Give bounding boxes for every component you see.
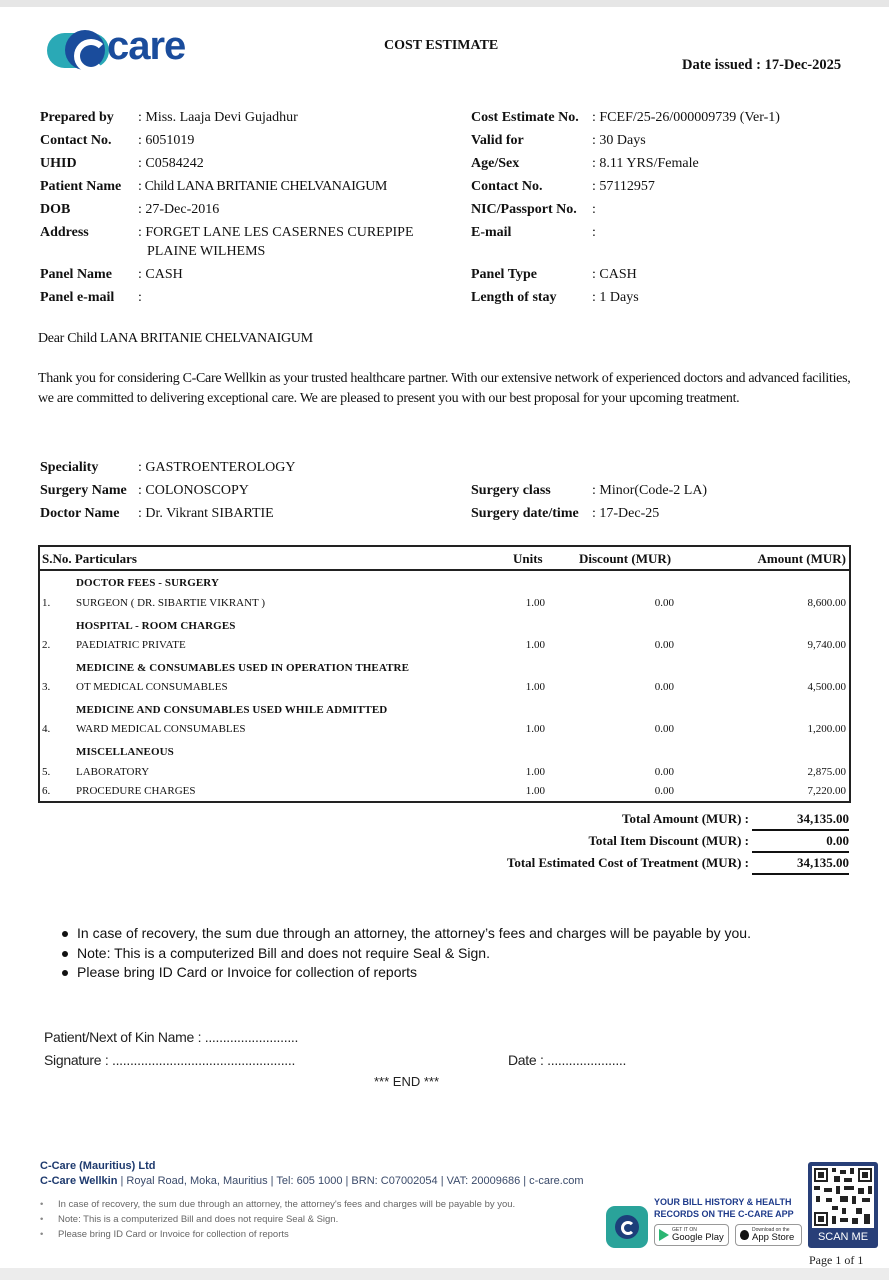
cell-particular: WARD MEDICAL CONSUMABLES <box>76 723 246 735</box>
header-sno-particulars: S.No. Particulars <box>42 551 137 566</box>
info-value: : 27-Dec-2016 <box>138 202 220 217</box>
cell-amount: 4,500.00 <box>807 681 846 693</box>
surgery-name-row <box>40 479 296 502</box>
patient-info-left <box>40 106 414 309</box>
scan-me-label: SCAN ME <box>817 1231 869 1243</box>
surgery-class-row <box>471 479 707 502</box>
category-row <box>40 620 849 636</box>
total-discount-row <box>440 832 851 854</box>
info-value: : 1 Days <box>592 290 639 305</box>
info-row-dob <box>40 198 414 221</box>
total-amount-value: 34,135.00 <box>752 811 849 831</box>
cell-amount: 7,220.00 <box>807 785 846 797</box>
info-row-contact <box>471 175 780 198</box>
table-row <box>40 597 849 613</box>
surgery-class-value: : Minor(Code-2 LA) <box>592 483 708 498</box>
cell-amount: 2,875.00 <box>807 766 846 778</box>
patient-info-right <box>471 106 780 309</box>
cell-particular: PROCEDURE CHARGES <box>76 785 196 797</box>
category-label: MISCELLANEOUS <box>76 746 174 758</box>
info-value: : CASH <box>138 267 183 282</box>
note-item: Note: This is a computerized Bill and does not require Seal & Sign. <box>60 944 751 964</box>
info-value: : FCEF/25-26/000009739 (Ver-1) <box>592 110 780 125</box>
info-row-uhid <box>40 152 414 175</box>
cell-discount: 0.00 <box>654 597 674 609</box>
surgery-class-label: Surgery class <box>471 483 551 498</box>
info-row-contact <box>40 129 414 152</box>
table-row <box>40 681 849 697</box>
totals-section <box>440 810 851 876</box>
info-label: Panel Name <box>40 267 112 282</box>
total-estimated-value: 34,135.00 <box>752 855 849 875</box>
info-label: Address <box>40 225 89 240</box>
cell-sno: 5. <box>42 766 51 778</box>
total-estimated-label: Total Estimated Cost of Treatment (MUR) : <box>506 855 749 870</box>
cell-particular: PAEDIATRIC PRIVATE <box>76 639 186 651</box>
top-edge <box>0 0 889 7</box>
total-discount-label: Total Item Discount (MUR) : <box>588 833 749 848</box>
promo-line-2: RECORDS ON THE C-CARE APP <box>654 1209 794 1219</box>
info-row-nic <box>471 198 780 221</box>
info-row-length-of-stay <box>471 286 780 309</box>
info-value: : 6051019 <box>138 133 195 148</box>
info-row-valid-for <box>471 129 780 152</box>
cell-discount: 0.00 <box>654 723 674 735</box>
cost-table <box>38 545 851 803</box>
cell-amount: 9,740.00 <box>807 639 846 651</box>
cell-sno: 1. <box>42 597 51 609</box>
info-label: Patient Name <box>40 179 122 194</box>
app-store-badge[interactable] <box>735 1224 802 1246</box>
footer-company: C-Care (Mauritius) Ltd <box>40 1160 156 1172</box>
cell-discount: 0.00 <box>654 766 674 778</box>
cell-sno: 6. <box>42 785 51 797</box>
apple-icon <box>740 1230 749 1240</box>
cell-particular: OT MEDICAL CONSUMABLES <box>76 681 228 693</box>
footer-brand: C-Care Wellkin <box>40 1175 118 1187</box>
address-line-2: PLAINE WILHEMS <box>147 244 266 259</box>
info-label: Panel e-mail <box>40 290 115 305</box>
cell-discount: 0.00 <box>654 681 674 693</box>
letter-greeting: Dear Child LANA BRITANIE CHELVANAIGUM <box>38 331 313 346</box>
qr-code-graphic <box>812 1166 874 1228</box>
cell-discount: 0.00 <box>654 785 674 797</box>
ccare-app-icon <box>606 1206 648 1248</box>
cell-amount: 1,200.00 <box>807 723 846 735</box>
surgery-info-left <box>40 456 296 525</box>
category-label: MEDICINE AND CONSUMABLES USED WHILE ADMITTED <box>76 704 388 716</box>
document-title: COST ESTIMATE <box>384 38 499 53</box>
surgery-name-value: : COLONOSCOPY <box>138 483 249 498</box>
cell-sno: 4. <box>42 723 51 735</box>
surgery-date-row <box>471 502 707 525</box>
speciality-label: Speciality <box>40 460 99 475</box>
app-store-small: Download on the <box>752 1227 790 1233</box>
doctor-label: Doctor Name <box>40 506 120 521</box>
cell-sno: 3. <box>42 681 51 693</box>
date-issued-label: Date issued : <box>682 57 761 73</box>
category-row <box>40 746 849 762</box>
info-label: Cost Estimate No. <box>471 110 579 125</box>
surgery-date-label: Surgery date/time <box>471 506 579 521</box>
google-play-badge[interactable] <box>654 1224 729 1246</box>
page-number: Page 1 of 1 <box>809 1253 864 1267</box>
info-value: : 8.11 YRS/Female <box>592 156 699 171</box>
cell-units: 1.00 <box>525 681 545 693</box>
info-value: : CASH <box>592 267 637 282</box>
letter-body: Thank you for considering C-Care Wellkin as your trusted healthcare partner. With our extensive network of experienced doctors and advanced facilities, we are committed to delivering exceptional care. We are pleased to present you with our best proposal for your upcoming treatment. <box>38 371 851 406</box>
footer-notes-list <box>40 1197 515 1242</box>
info-row-patient-name <box>40 175 414 198</box>
logo-wordmark: care <box>107 24 186 68</box>
date-issued <box>682 57 841 74</box>
logo-c-icon <box>65 30 105 70</box>
cell-discount: 0.00 <box>654 639 674 651</box>
info-row-estimate-no <box>471 106 780 129</box>
qr-code-icon <box>812 1166 874 1228</box>
doctor-row <box>40 502 296 525</box>
info-row-email <box>471 221 780 244</box>
info-label: E-mail <box>471 225 512 240</box>
kin-name-field: Patient/Next of Kin Name : .......................... <box>44 1029 299 1045</box>
note-item: In case of recovery, the sum due through an attorney, the attorney’s fees and charges will be payable by you. <box>60 924 751 944</box>
info-value <box>138 221 414 261</box>
info-label: DOB <box>40 202 71 217</box>
app-store-label: App Store <box>752 1232 795 1243</box>
info-row-panel-email <box>40 286 414 309</box>
app-promo-text <box>654 1196 794 1220</box>
date-field: Date : ...................... <box>508 1052 627 1068</box>
footer-address <box>40 1175 584 1187</box>
c-logo-icon <box>615 1215 639 1239</box>
info-value: : <box>592 202 596 217</box>
info-value: : 30 Days <box>592 133 646 148</box>
info-label: UHID <box>40 156 77 171</box>
category-label: DOCTOR FEES - SURGERY <box>76 577 220 589</box>
surgery-name-label: Surgery Name <box>40 483 127 498</box>
cell-amount: 8,600.00 <box>807 597 846 609</box>
info-label: Age/Sex <box>471 156 520 171</box>
footer-note-item: • Note: This is a computerized Bill and does not require Seal & Sign. <box>40 1212 515 1227</box>
category-row <box>40 577 849 593</box>
surgery-date-value: : 17-Dec-25 <box>592 506 660 521</box>
header-discount: Discount (MUR) <box>579 551 672 566</box>
cell-particular: SURGEON ( DR. SIBARTIE VIKRANT ) <box>76 597 265 609</box>
info-label: Prepared by <box>40 110 114 125</box>
google-play-icon <box>659 1229 669 1241</box>
info-value: : Child LANA BRITANIE CHELVANAIGUM <box>138 179 387 194</box>
cell-particular: LABORATORY <box>76 766 150 778</box>
table-row <box>40 639 849 655</box>
cell-units: 1.00 <box>525 785 545 797</box>
info-label: Valid for <box>471 133 524 148</box>
address-line-1: : FORGET LANE LES CASERNES CUREPIPE <box>138 225 414 240</box>
table-row <box>40 723 849 739</box>
header-units: Units <box>513 551 543 566</box>
qr-code-box <box>808 1162 878 1248</box>
info-row-address <box>40 221 414 261</box>
info-row-age-sex <box>471 152 780 175</box>
total-amount-row <box>440 810 851 832</box>
surgery-info-right <box>471 479 707 525</box>
info-row-prepared-by <box>40 106 414 129</box>
info-value: : 57112957 <box>592 179 655 194</box>
info-value: : <box>138 290 142 305</box>
cell-units: 1.00 <box>525 723 545 735</box>
footer-note-item: • In case of recovery, the sum due through an attorney, the attorney's fees and charges will be payable by you. <box>40 1197 515 1212</box>
notes-list <box>60 924 751 983</box>
doctor-value: : Dr. Vikrant SIBARTIE <box>138 506 274 521</box>
cell-units: 1.00 <box>525 766 545 778</box>
cell-units: 1.00 <box>525 639 545 651</box>
total-discount-value: 0.00 <box>752 833 849 853</box>
note-item: Please bring ID Card or Invoice for collection of reports <box>60 963 751 983</box>
total-estimated-row <box>440 854 851 876</box>
category-label: MEDICINE & CONSUMABLES USED IN OPERATION THEATRE <box>76 662 410 674</box>
bottom-edge <box>0 1268 889 1280</box>
table-header <box>40 547 849 571</box>
speciality-row <box>40 456 296 479</box>
date-issued-value: 17-Dec-2025 <box>764 57 842 73</box>
promo-line-1: YOUR BILL HISTORY & HEALTH <box>654 1197 792 1207</box>
info-value: : <box>592 225 596 240</box>
total-amount-label: Total Amount (MUR) : <box>622 811 749 826</box>
end-marker: *** END *** <box>374 1074 440 1089</box>
footer-address-text: | Royal Road, Moka, Mauritius | Tel: 605 1000 | BRN: C07002054 | VAT: 20009686 | c-care.com <box>117 1175 584 1187</box>
header-amount: Amount (MUR) <box>757 551 846 566</box>
speciality-value: : GASTROENTEROLOGY <box>138 460 296 475</box>
info-label: Contact No. <box>471 179 543 194</box>
ccare-logo <box>47 24 192 72</box>
category-row <box>40 704 849 720</box>
info-label: Length of stay <box>471 290 557 305</box>
info-row-panel-type <box>471 263 780 286</box>
cell-sno: 2. <box>42 639 51 651</box>
google-play-label: Google Play <box>672 1232 724 1243</box>
info-value: : C0584242 <box>138 156 204 171</box>
info-label: Panel Type <box>471 267 537 282</box>
category-row <box>40 662 849 678</box>
table-row <box>40 766 849 782</box>
cell-units: 1.00 <box>525 597 545 609</box>
info-label: NIC/Passport No. <box>471 202 577 217</box>
google-play-small: GET IT ON <box>672 1227 697 1233</box>
signature-field: Signature : ................................................... <box>44 1052 296 1068</box>
table-row <box>40 785 849 801</box>
footer-note-item: • Please bring ID Card or Invoice for collection of reports <box>40 1227 515 1242</box>
category-label: HOSPITAL - ROOM CHARGES <box>76 620 236 632</box>
info-value: : Miss. Laaja Devi Gujadhur <box>138 110 298 125</box>
info-row-panel-name <box>40 263 414 286</box>
info-label: Contact No. <box>40 133 112 148</box>
